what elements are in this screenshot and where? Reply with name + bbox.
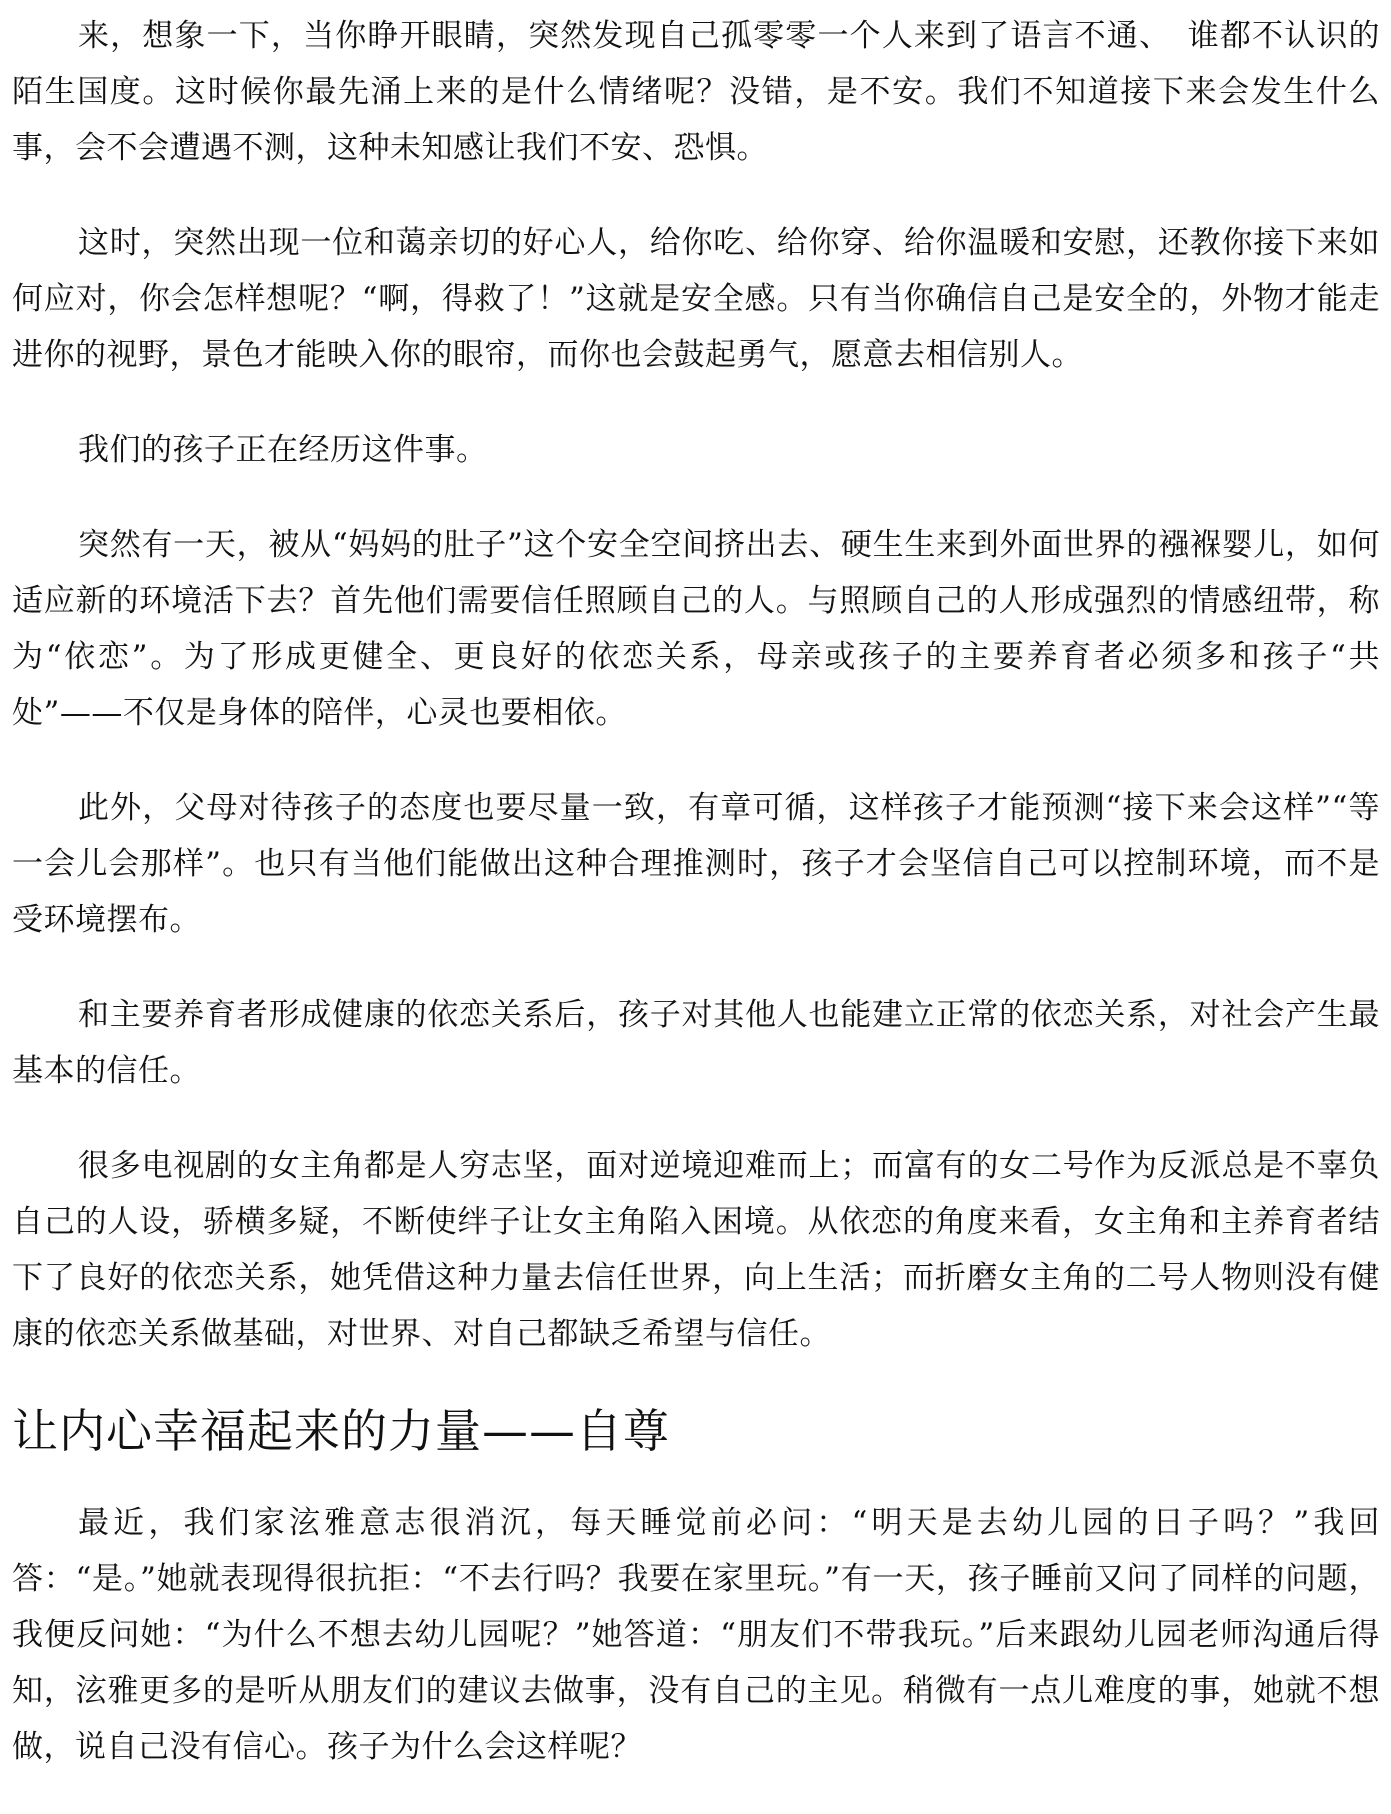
paragraph: 这时，突然出现一位和蔼亲切的好心人，给你吃、给你穿、给你温暖和安慰，还教你接下来如何应对，你会怎样想呢？“啊，得救了！”这就是安全感。只有当你确信自己是安全的，外物才能走进你的视野，景色才能映入你的眼帘，而你也会鼓起勇气，愿意去相信别人。 <box>12 225 1380 373</box>
paragraph: 我们的孩子正在经历这件事。 <box>78 432 488 468</box>
section-heading: 让内心幸福起来的力量——自尊 <box>12 1404 670 1458</box>
paragraph: 来，想象一下，当你睁开眼睛，突然发现自己孤零零一个人来到了语言不通、 谁都不认识的陌生国度。这时候你最先涌上来的是什么情绪呢？没错，是不安。我们不知道接下来会发生什么事，会不会遭遇不测，这种未知感让我们不安、恐惧。 <box>12 18 1380 166</box>
paragraph: 很多电视剧的女主角都是人穷志坚，面对逆境迎难而上；而富有的女二号作为反派总是不辜负自己的人设，骄横多疑，不断使绊子让女主角陷入困境。从依恋的角度来看，女主角和主养育者结下了良好的依恋关系，她凭借这种力量去信任世界，向上生活；而折磨女主角的二号人物则没有健康的依恋关系做基础，对世界、对自己都缺乏希望与信任。 <box>12 1148 1380 1352</box>
paragraph: 此外，父母对待孩子的态度也要尽量一致，有章可循，这样孩子才能预测“接下来会这样”“等一会儿会那样”。也只有当他们能做出这种合理推测时，孩子才会坚信自己可以控制环境，而不是受环境摆布。 <box>12 790 1380 938</box>
paragraph: 和主要养育者形成健康的依恋关系后，孩子对其他人也能建立正常的依恋关系，对社会产生最基本的信任。 <box>12 997 1380 1089</box>
document-page <box>12 8 1380 1814</box>
paragraph: 最近，我们家泫雅意志很消沉，每天睡觉前必问：“明天是去幼儿园的日子吗？”我回答：“是。”她就表现得很抗拒：“不去行吗？我要在家里玩。”有一天，孩子睡前又问了同样的问题，我便反问她：“为什么不想去幼儿园呢？”她答道：“朋友们不带我玩。”后来跟幼儿园老师沟通后得知，泫雅更多的是听从朋友们的建议去做事，没有自己的主见。稍微有一点儿难度的事，她就不想做，说自己没有信心。孩子为什么会这样呢？ <box>12 1505 1380 1765</box>
paragraph: 突然有一天，被从“妈妈的肚子”这个安全空间挤出去、硬生生来到外面世界的襁褓婴儿，如何适应新的环境活下去？首先他们需要信任照顾自己的人。与照顾自己的人形成强烈的情感纽带，称为“依恋”。为了形成更健全、更良好的依恋关系，母亲或孩子的主要养育者必须多和孩子“共处”——不仅是身体的陪伴，心灵也要相依。 <box>12 527 1380 731</box>
